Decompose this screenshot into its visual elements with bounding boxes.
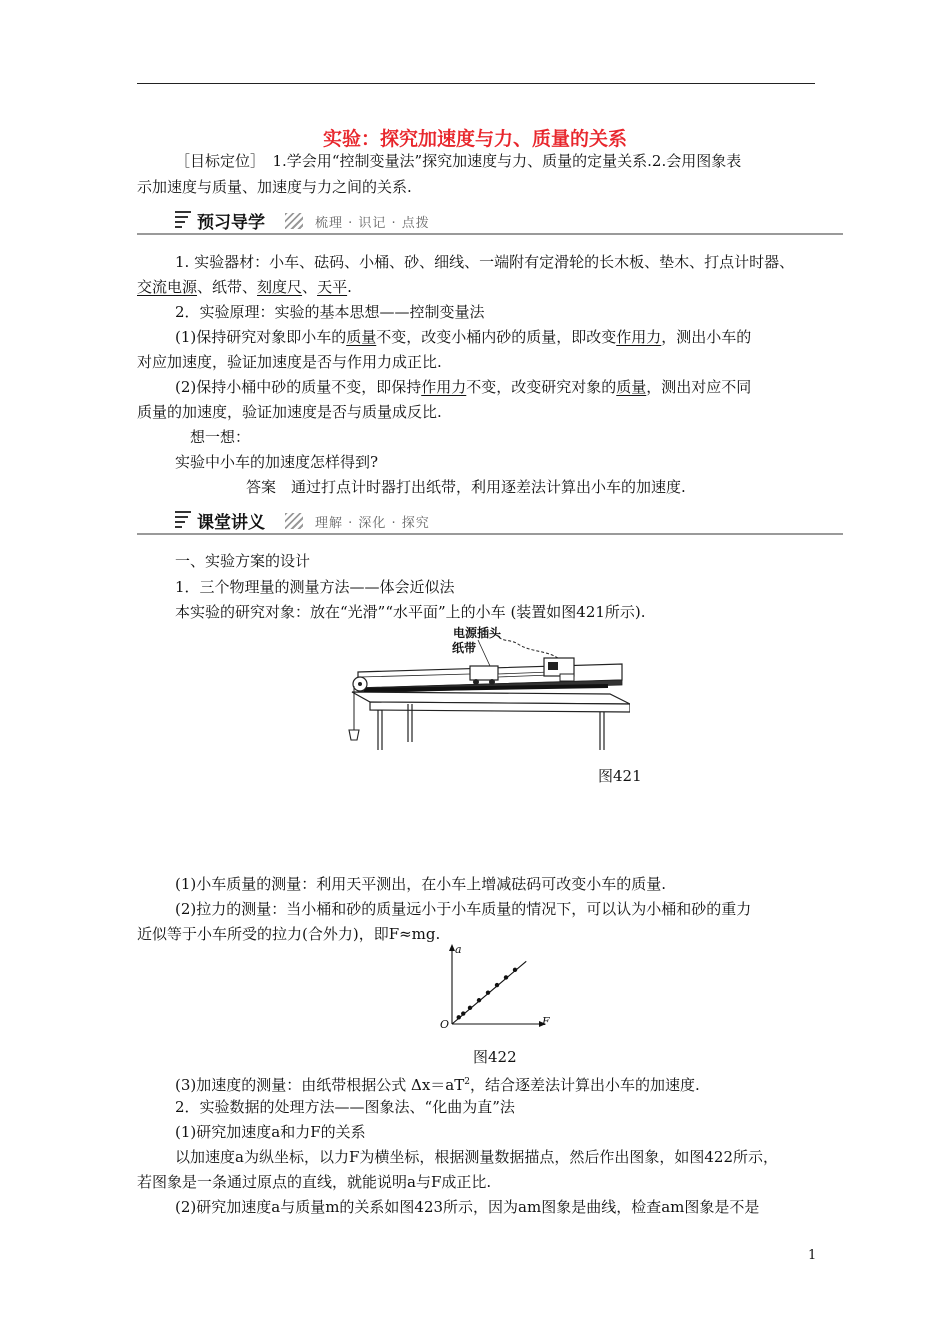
underlined-term: 天平 <box>317 278 348 296</box>
measure-force-line-1: (2)拉力的测量：当小桶和砂的质量远小于小车质量的情况下，可以认为小桶和砂的重力 <box>175 900 752 918</box>
figure-421-caption: 图421 <box>598 767 642 785</box>
study-a-f-line-2: 若图象是一条通过原点的直线，就能说明a与F成正比. <box>137 1173 492 1191</box>
origin-label: O <box>440 1018 450 1031</box>
data-point <box>495 983 499 987</box>
page-number: 1 <box>808 1248 817 1263</box>
y-axis-label: a <box>455 943 462 956</box>
section-subtitle: 理解 · 深化 · 探究 <box>315 516 430 531</box>
x-axis-label: F <box>542 1015 550 1028</box>
data-point <box>504 975 508 979</box>
answer-label: 答案 <box>246 478 277 496</box>
lecture-heading-1: 一、实验方案的设计 <box>175 552 311 570</box>
principle-1-line-1: (1)保持研究对象即小车的质量不变，改变小桶内砂的质量，即改变作用力，测出小车的 <box>175 328 752 346</box>
experiment-apparatus-figure <box>330 622 630 752</box>
paper-tape-label: 纸带 <box>452 641 477 655</box>
materials-line-1: 1. 实验器材：小车、砝码、小桶、砂、细线、一端附有定滑轮的长木板、垫木、打点计时器、 <box>175 253 795 271</box>
principle-2-line-2: 质量的加速度，验证加速度是否与质量成反比. <box>137 403 442 421</box>
lecture-heading-1-1: 1．三个物理量的测量方法——体会近似法 <box>175 578 455 596</box>
underlined-term: 作用力 <box>616 328 662 346</box>
power-plug-label: 电源插头 <box>453 626 502 640</box>
underlined-term: 作用力 <box>421 378 467 396</box>
lecture-intro: 本实验的研究对象：放在“光滑”“水平面”上的小车 (装置如图421所示). <box>175 603 646 621</box>
study-a-f-line-1: 以加速度a为纵坐标，以力F为横坐标，根据测量数据描点，然后作出图象，如图422所示， <box>175 1148 778 1166</box>
data-point <box>461 1011 465 1015</box>
underlined-term: 质量 <box>346 328 377 346</box>
page-title: 实验：探究加速度与力、质量的关系 <box>322 128 627 150</box>
materials-line-2: 交流电源、纸带、刻度尺、天平. <box>137 278 352 296</box>
underlined-term: 质量 <box>616 378 647 396</box>
study-a-m-line-1: (2)研究加速度a与质量m的关系如图423所示，因为am图象是曲线，检查am图象是不是 <box>175 1198 760 1216</box>
measure-acceleration: (3)加速度的测量：由纸带根据公式 $\Delta x=aT^2$，结合逐差法计算出小车的加速度. <box>175 1076 700 1094</box>
figure-422-caption: 图422 <box>473 1048 517 1066</box>
data-point <box>468 1006 472 1010</box>
underlined-term: 交流电源 <box>137 278 198 296</box>
section-header-preview <box>137 207 843 235</box>
data-point <box>513 968 517 972</box>
think-question: 实验中小车的加速度怎样得到? <box>175 453 379 471</box>
section-mark-icon <box>175 211 191 229</box>
objective-line-2: 示加速度与质量、加速度与力之间的关系. <box>137 178 412 196</box>
hatch-decoration-icon <box>285 513 303 529</box>
section-title: 课堂讲义 <box>197 513 265 533</box>
data-point <box>457 1015 461 1019</box>
hatch-decoration-icon <box>285 213 303 229</box>
data-point <box>486 990 490 994</box>
answer-text: 通过打点计时器打出纸带，利用逐差法计算出小车的加速度. <box>291 478 686 496</box>
section-header-lecture <box>137 507 843 535</box>
header-rule <box>137 83 815 84</box>
measure-mass: (1)小车质量的测量：利用天平测出，在小车上增减砝码可改变小车的质量. <box>175 875 667 893</box>
principle-1-line-2: 对应加速度，验证加速度是否与作用力成正比. <box>137 353 442 371</box>
section-mark-icon <box>175 511 191 529</box>
answer <box>246 476 686 498</box>
think-label: 想一想： <box>190 428 251 446</box>
section-title: 预习导学 <box>197 213 265 233</box>
underlined-term: 刻度尺 <box>257 278 303 296</box>
data-point <box>477 998 481 1002</box>
principle-heading: 2．实验原理：实验的基本思想——控制变量法 <box>175 303 485 321</box>
section-subtitle: 梳理 · 识记 · 点拨 <box>315 216 430 231</box>
measure-force-line-2: 近似等于小车所受的拉力(合外力)，即F≈mg. <box>137 925 441 943</box>
principle-2-line-1: (2)保持小桶中砂的质量不变，即保持作用力不变，改变研究对象的质量，测出对应不同 <box>175 378 752 396</box>
a-f-graph <box>430 942 560 1036</box>
objective-line-1: ［目标定位］ 1.学会用“控制变量法”探究加速度与力、质量的定量关系.2.会用图象表 <box>175 152 742 170</box>
data-processing-heading: 2．实验数据的处理方法——图象法、“化曲为直”法 <box>175 1098 515 1116</box>
study-a-f: (1)研究加速度a和力F的关系 <box>175 1123 366 1141</box>
